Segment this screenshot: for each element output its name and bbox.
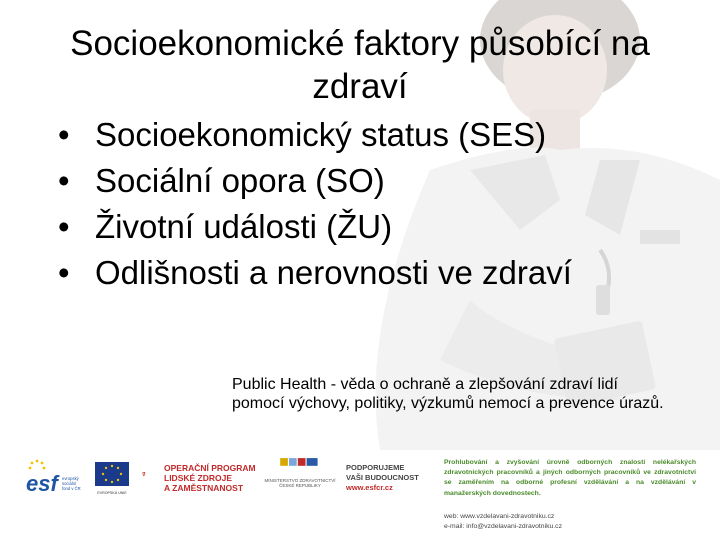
bullet-list — [58, 117, 658, 301]
bullet-item — [58, 163, 658, 199]
ministry-line: MINISTERSTVO ZDRAVOTNICTVÍ — [264, 478, 336, 483]
ministry-caption — [258, 478, 342, 488]
op-program-line: A ZAMĚSTNANOST — [164, 483, 244, 493]
slogan-line: VAŠI BUDOUCNOST — [346, 473, 419, 482]
ministry-line: ČESKÉ REPUBLIKY — [279, 483, 321, 488]
esf-web-link[interactable]: www.esfcr.cz — [346, 483, 393, 492]
esf-logo — [24, 458, 90, 498]
bullet-item — [58, 255, 658, 291]
op-program-line: OPERAČNÍ PROGRAM — [164, 463, 256, 473]
contact-email[interactable]: e-mail: info@vzdelavani-zdravotniku.cz — [444, 522, 562, 530]
contact-block — [444, 512, 562, 531]
op-program-text — [164, 463, 256, 493]
slogan-line: PODPORUJEME — [346, 463, 405, 472]
svg-text:evropský: evropský — [62, 476, 79, 481]
bullet-text: Životní události (ŽU) — [95, 208, 393, 245]
eu-flag-logo — [93, 458, 131, 498]
slogan-block — [346, 463, 419, 493]
bullet-dot: • — [58, 162, 70, 199]
bullet-dot: • — [58, 254, 70, 291]
op-program-line: LIDSKÉ ZDROJE — [164, 473, 233, 483]
op-lzz-logo — [142, 460, 164, 490]
svg-text:sociální: sociální — [62, 481, 77, 486]
slide-title: Socioekonomické faktory působící na zdraví — [70, 24, 650, 106]
svg-text:EVROPSKÁ UNIE: EVROPSKÁ UNIE — [97, 491, 127, 495]
bullet-dot: • — [58, 116, 70, 153]
bullet-dot: • — [58, 208, 70, 245]
bullet-text: Socioekonomický status (SES) — [95, 116, 547, 153]
bullet-item — [58, 117, 658, 153]
public-health-note: Public Health - věda o ochraně a zlepšování zdraví lidí pomocí výchovy, politiky, výzkumů nemocí a prevence úrazů. — [232, 376, 664, 412]
bullet-text: Odlišnosti a nerovnosti ve zdraví — [95, 254, 572, 291]
footer-logo-bar — [0, 450, 720, 540]
svg-text:fond v ČR: fond v ČR — [62, 486, 81, 491]
ministry-of-health-logo — [262, 457, 338, 479]
bullet-item — [58, 209, 658, 245]
bullet-text: Sociální opora (SO) — [95, 162, 385, 199]
contact-web[interactable]: web: www.vzdelavani-zdravotniku.cz — [444, 513, 555, 520]
svg-text:esf: esf — [26, 471, 58, 496]
project-description: Prohlubování a zvyšování úrovně odborných znalostí nelékařských zdravotnických pracovníků a jiných odborných pracovníků ve zdravotnictví se zaměřením na odborné profesní vzdělávání a na vzdělávání v manažerských dovednostech. — [444, 459, 696, 497]
